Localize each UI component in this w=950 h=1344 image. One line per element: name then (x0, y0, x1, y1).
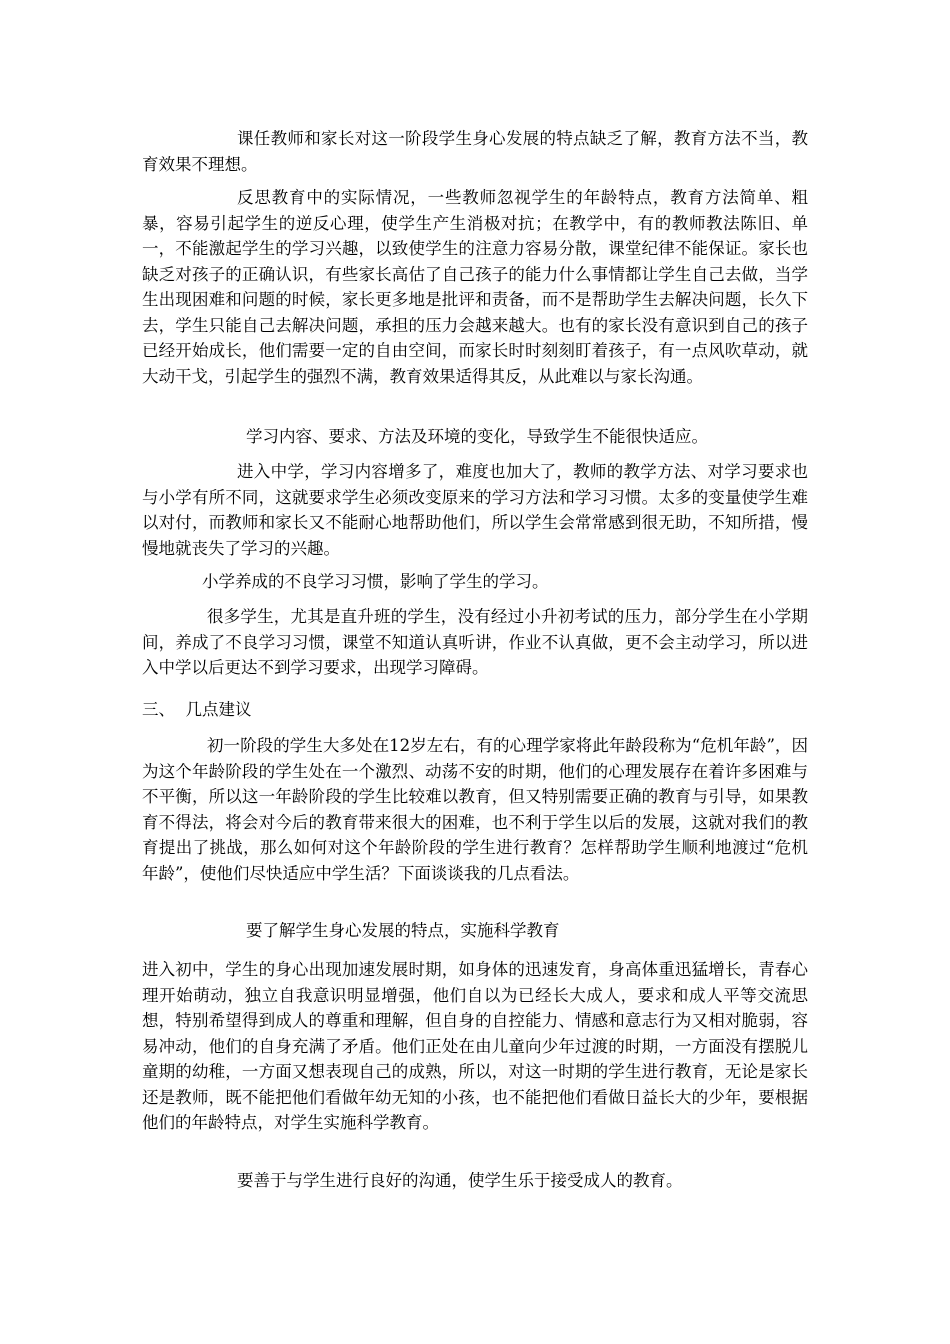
paragraph-6: 很多学生，尤其是直升班的学生，没有经过小升初考试的压力，部分学生在小学期间，养成了不良学习习惯，课堂不知道认真听讲，作业不认真做，更不会主动学习，所以进入中学以后更达不到学习要求，出现学习障碍。 (142, 607, 808, 677)
paragraph-4: 进入中学，学习内容增多了，难度也加大了，教师的教学方法、对学习要求也与小学有所不同，这就要求学生必须改变原来的学习方法和学习习惯。太多的变量使学生难以对付，而教师和家长又不能耐心地帮助他们，所以学生会常常感到很无助，不知所措，慢慢地就丧失了学习的兴趣。 (142, 462, 808, 558)
paragraph-2: 反思教育中的实际情况，一些教师忽视学生的年龄特点，教育方法简单、粗暴，容易引起学生的逆反心理，使学生产生消极对抗；在教学中，有的教师教法陈旧、单一，不能激起学生的学习兴趣，以致使学生的注意力容易分散，课堂纪律不能保证。家长也缺乏对孩子的正确认识，有些家长高估了自己孩子的能力什么事情都让学生自己去做，当学生出现困难和问题的时候，家长更多地是批评和责备，而不是帮助学生去解决问题，长久下去，学生只能自己去解决问题，承担的压力会越来越大。也有的家长没有意识到自己的孩子已经开始成长，他们需要一定的自由空间，而家长时时刻刻盯着孩子，有一点风吹草动，就大动干戈，引起学生的强烈不满，教育效果适得其反，从此难以与家长沟通。 (142, 188, 808, 386)
paragraph-10: 要善于与学生进行良好的沟通，使学生乐于接受成人的教育。 (237, 1171, 683, 1190)
paragraph-5: 小学养成的不良学习习惯，影响了学生的学习。 (202, 572, 549, 591)
paragraph-1: 课任教师和家长对这一阶段学生身心发展的特点缺乏了解，教育方法不当，教育效果不理想。 (142, 129, 808, 174)
paragraph-9: 进入初中，学生的身心出现加速发展时期，如身体的迅速发育，身高体重迅猛增长，青春心理开始萌动，独立自我意识明显增强，他们自以为已经长大成人，要求和成人平等交流思想，特别希望得到成人的尊重和理解，但自身的自控能力、情感和意志行为又相对脆弱，容易冲动，他们的自身充满了矛盾。他们正处在由儿童向少年过渡的时期，一方面没有摆脱儿童期的幼稚，一方面又想表现自己的成熟，所以，对这一时期的学生进行教育，无论是家长还是教师，既不能把他们看做年幼无知的小孩，也不能把他们看做日益长大的少年，要根据他们的年龄特点，对学生实施科学教育。 (142, 960, 808, 1132)
paragraph-7: 初一阶段的学生大多处在12岁左右，有的心理学家将此年龄段称为“危机年龄”，因为这个年龄阶段的学生处在一个激烈、动荡不安的时期，他们的心理发展存在着许多困难与不平衡，所以这一年龄阶段的学生比较难以教育，但又特别需要正确的教育与引导，如果教育不得法，将会对今后的教育带来很大的困难，也不利于学生以后的发展，这就对我们的教育提出了挑战，那么如何对这个年龄阶段的学生进行教育？怎样帮助学生顺利地渡过“危机年龄”，使他们尽快适应中学生活？下面谈谈我的几点看法。 (142, 736, 808, 883)
paragraph-3: 学习内容、要求、方法及环境的变化，导致学生不能很快适应。 (246, 427, 708, 446)
section-heading: 三、 几点建议 (142, 700, 252, 719)
paragraph-8: 要了解学生身心发展的特点，实施科学教育 (246, 921, 560, 940)
